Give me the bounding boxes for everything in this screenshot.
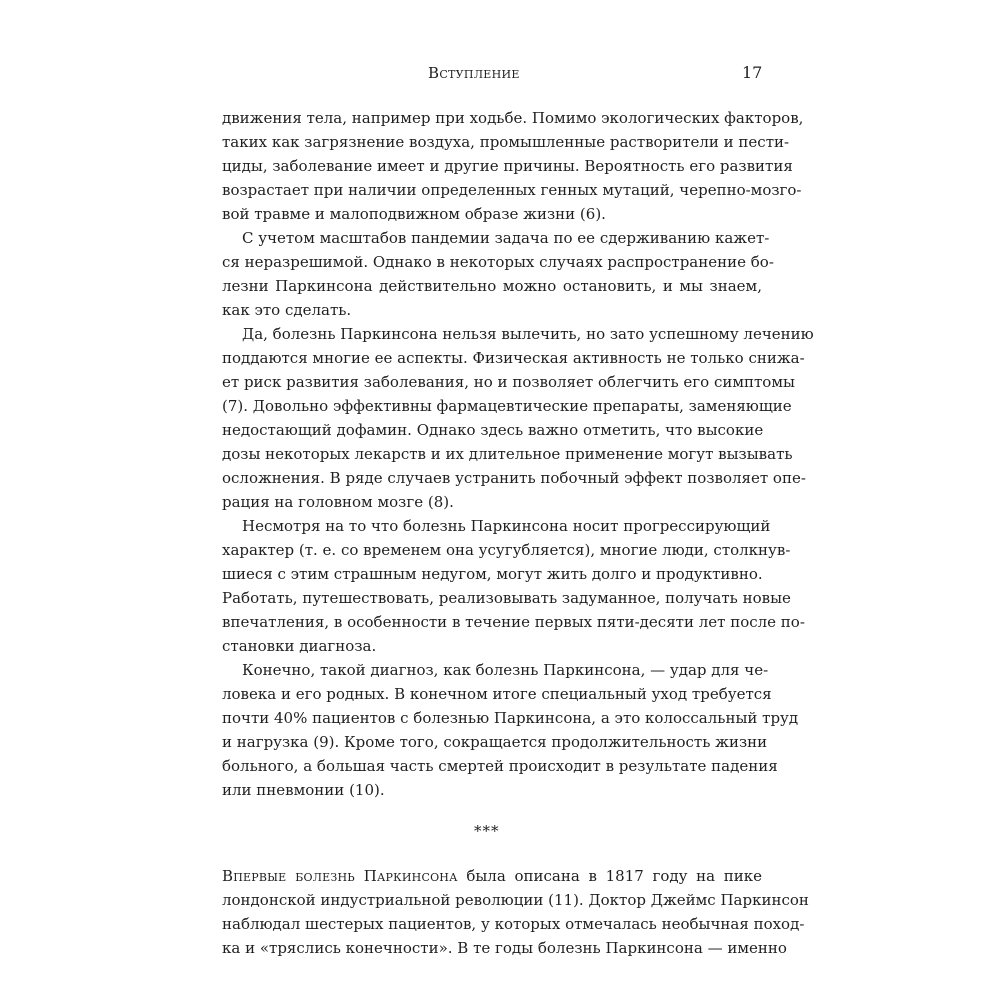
text-line: рация на головном мозге (8). (222, 493, 454, 511)
text-line: ловека и его родных. В конечном итоге специальный уход требуется (222, 685, 772, 703)
page-number: 17 (742, 63, 763, 82)
text-line: больного, а большая часть смертей происходит в результате падения (222, 757, 778, 775)
text-line: циды, заболевание имеет и другие причины. Вероятность его развития (222, 157, 793, 175)
text-line: наблюдал шестерых пациентов, у которых отмечалась необычная поход- (222, 915, 805, 933)
text-line: или пневмонии (10). (222, 781, 385, 799)
section-opening-first-line (222, 866, 762, 886)
text-line: и нагрузка (9). Кроме того, сокращается продолжительность жизни (222, 733, 768, 751)
text-line: вой травме и малоподвижном образе жизни (6). (222, 205, 606, 223)
text-line: недостающий дофамин. Однако здесь важно отметить, что высокие (222, 421, 764, 439)
text-line: Да, болезнь Паркинсона нельзя вылечить, но зато успешному лечению (242, 325, 814, 343)
text-line: таких как загрязнение воздуха, промышленные растворители и пести- (222, 133, 790, 151)
text-line: ет риск развития заболевания, но и позволяет облегчить его симптомы (222, 373, 795, 391)
first-line-rest: была описана в 1817 году на пике (457, 867, 762, 885)
text-line: шиеся с этим страшным недугом, могут жить долго и продуктивно. (222, 565, 763, 583)
text-line: почти 40% пациентов с болезнью Паркинсона, а это колоссальный труд (222, 709, 799, 727)
section-separator: *** (474, 822, 500, 840)
text-line: как это сделать. (222, 301, 352, 319)
text-line: впечатления, в особенности в течение первых пяти-десяти лет после по- (222, 613, 805, 631)
text-line: дозы некоторых лекарств и их длительное применение могут вызывать (222, 445, 793, 463)
lead-caps: Впервые болезнь Паркинсона (222, 867, 458, 885)
text-line: лондонской индустриальной революции (11). Доктор Джеймс Паркинсон (222, 891, 809, 909)
text-line: ка и «тряслись конечности». В те годы болезнь Паркинсона — именно (222, 939, 787, 957)
text-line: Несмотря на то что болезнь Паркинсона носит прогрессирующий (242, 517, 771, 535)
text-line: Работать, путешествовать, реализовывать задуманное, получать новые (222, 589, 791, 607)
text-line: становки диагноза. (222, 637, 377, 655)
text-line: ся неразрешимой. Однако в некоторых случаях распространение бо- (222, 253, 774, 271)
text-line: движения тела, например при ходьбе. Помимо экологических факторов, (222, 109, 804, 127)
text-line: лезни Паркинсона действительно можно остановить, и мы знаем, (222, 277, 762, 295)
text-line: осложнения. В ряде случаев устранить побочный эффект позволяет опе- (222, 469, 806, 487)
text-line: С учетом масштабов пандемии задача по ее сдерживанию кажет- (242, 229, 770, 247)
text-line: возрастает при наличии определенных генных мутаций, черепно-мозго- (222, 181, 802, 199)
running-title: Вступление (428, 64, 520, 82)
text-line: (7). Довольно эффективны фармацевтические препараты, заменяющие (222, 397, 792, 415)
text-line: Конечно, такой диагноз, как болезнь Паркинсона, — удар для че- (242, 661, 769, 679)
text-line: поддаются многие ее аспекты. Физическая активность не только снижа- (222, 349, 805, 367)
text-line: характер (т. е. со временем она усугубляется), многие люди, столкнув- (222, 541, 791, 559)
